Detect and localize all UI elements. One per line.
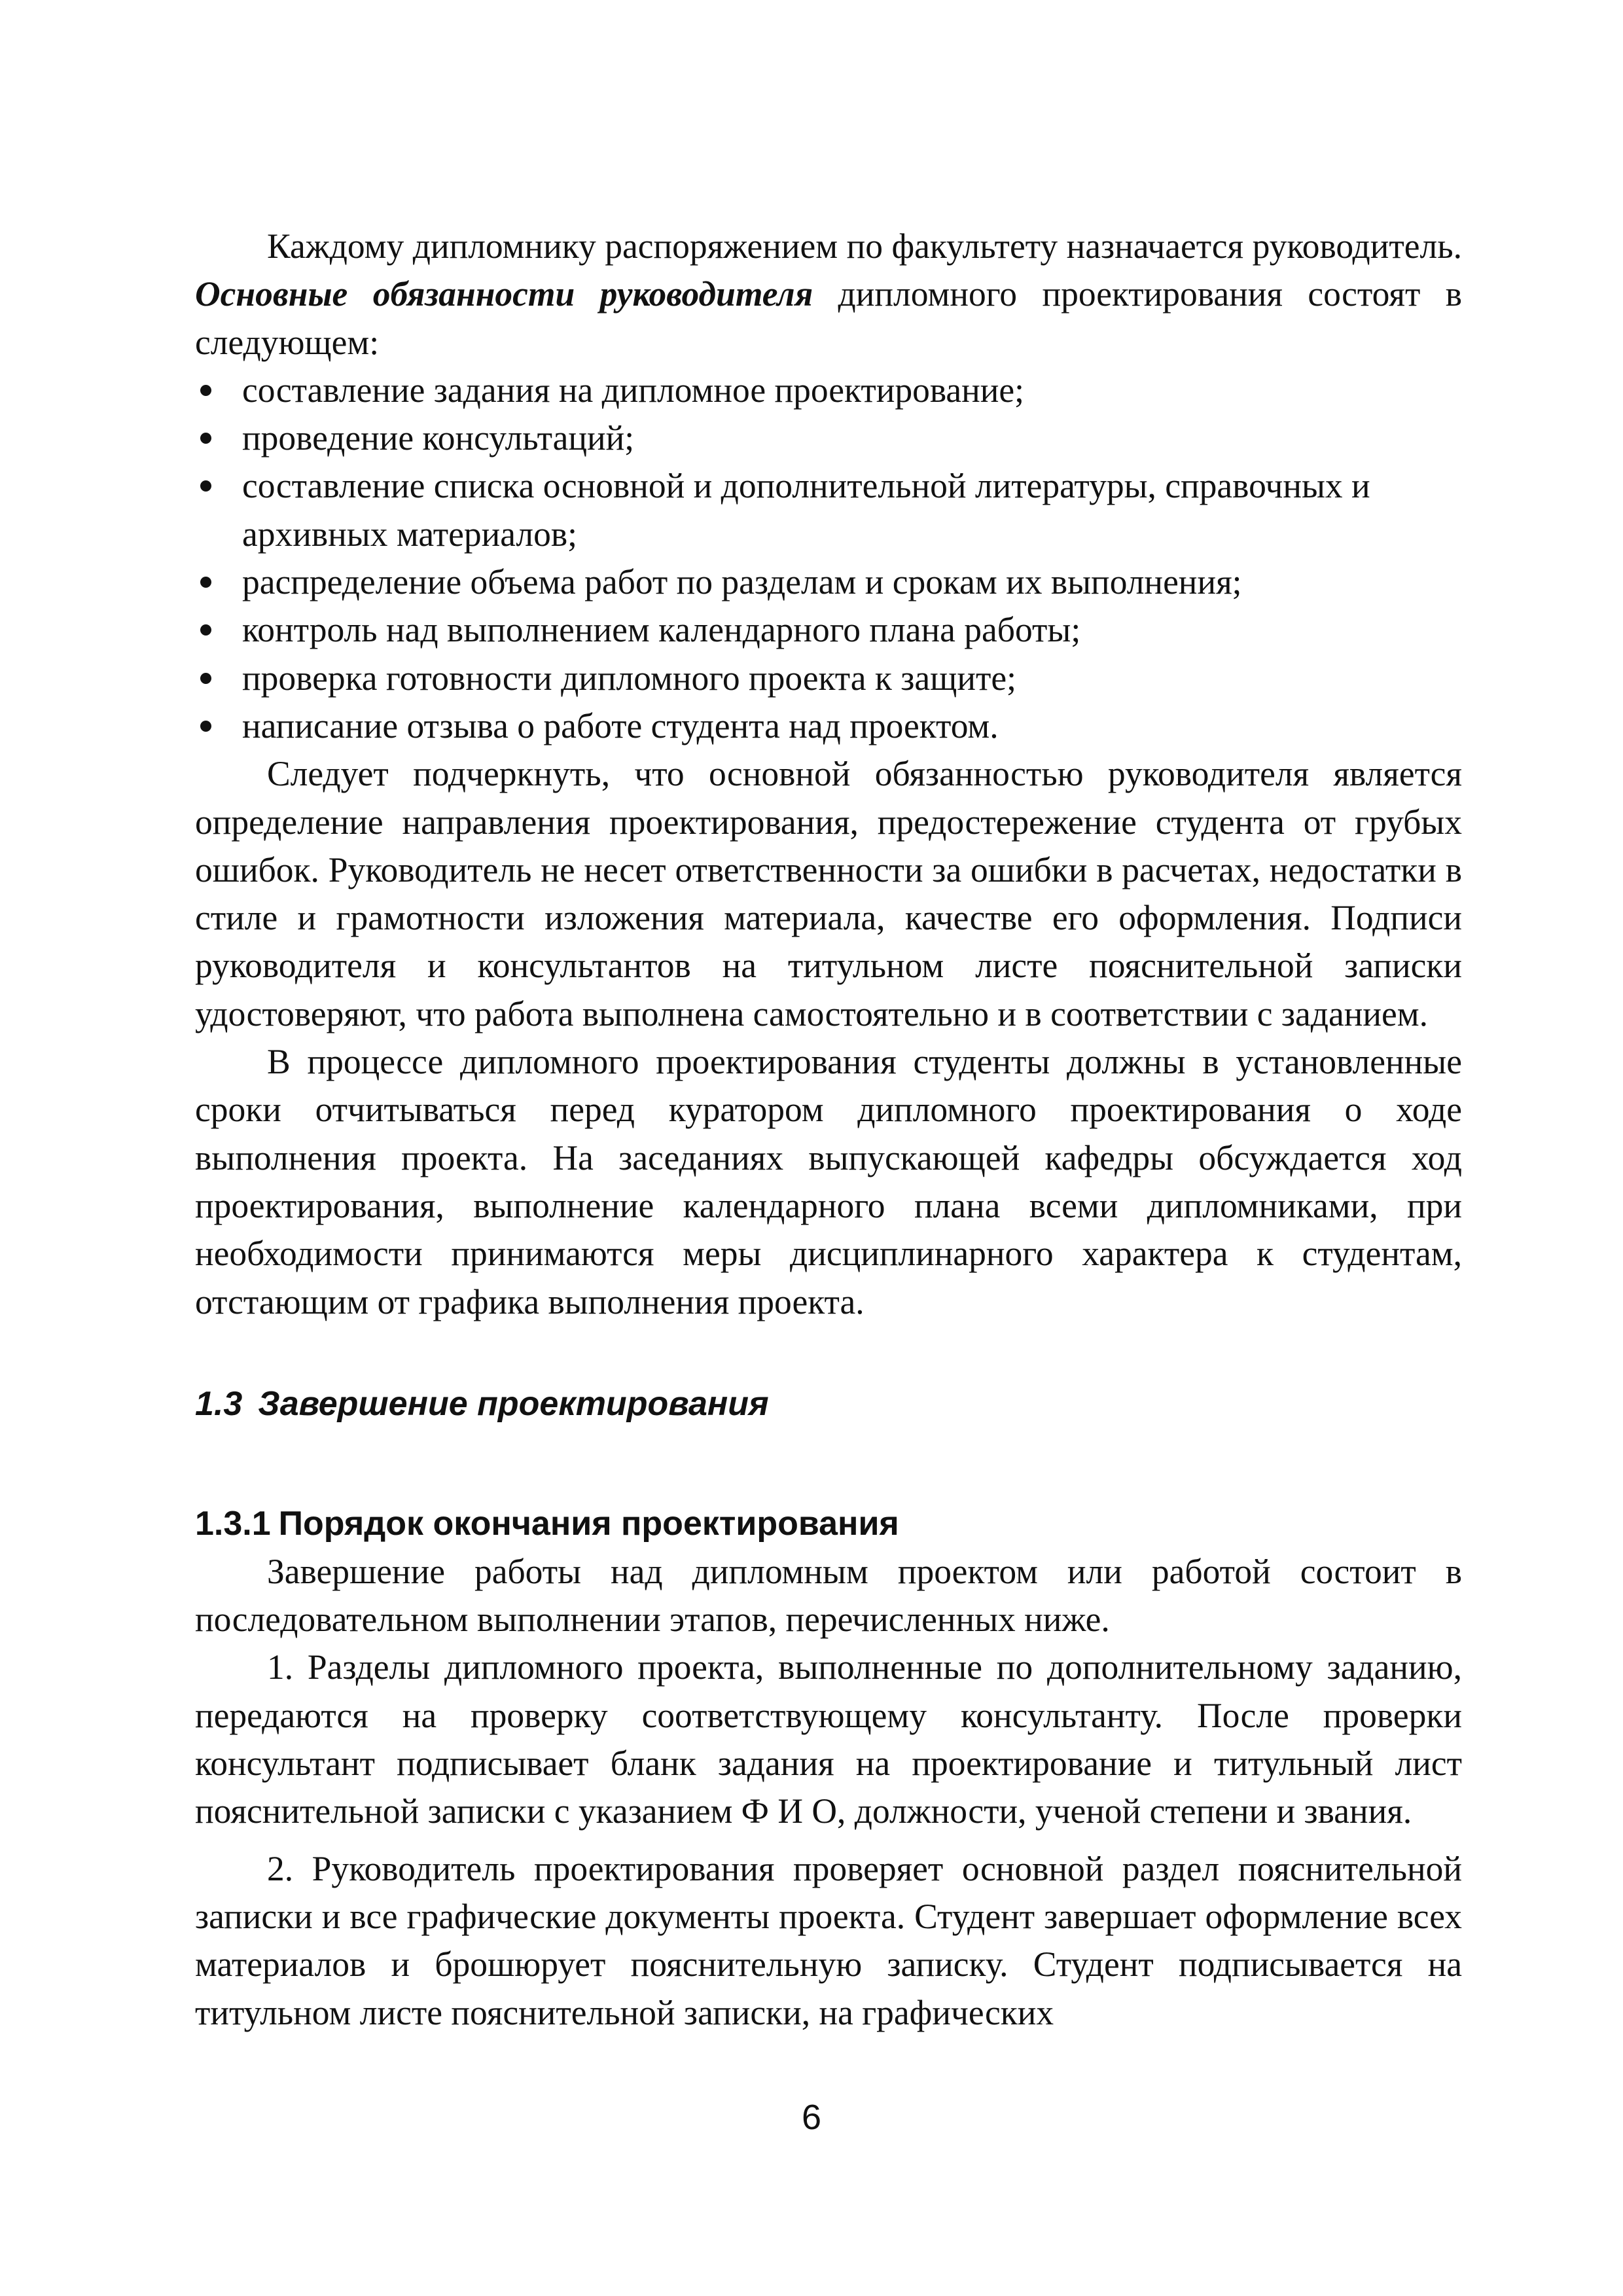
list-item-text: контроль над выполнением календарного плана работы; — [242, 610, 1081, 650]
bullet-icon — [200, 480, 211, 492]
section-heading — [195, 1380, 1462, 1428]
intro-lead: Каждому дипломнику распоряжением по факультету назначается руководитель. — [267, 226, 1462, 266]
list-item-text: составление задания на дипломное проектирование; — [242, 370, 1024, 410]
bullet-icon — [200, 577, 211, 588]
subsection-heading — [195, 1500, 1462, 1548]
bullet-icon — [200, 673, 211, 684]
list-item-text: написание отзыва о работе студента над проектом. — [242, 706, 999, 745]
bullet-icon — [200, 624, 211, 636]
subsection-number: 1.3.1 — [195, 1504, 271, 1543]
list-item-text: распределение объема работ по разделам и срокам их выполнения; — [242, 562, 1242, 602]
list-item — [195, 655, 1462, 702]
bullet-icon — [200, 433, 211, 444]
list-item — [195, 414, 1462, 462]
subsection-title: Порядок окончания проектирования — [278, 1504, 899, 1543]
page-number: 6 — [801, 2098, 822, 2137]
list-item — [195, 558, 1462, 606]
duties-list — [195, 367, 1462, 750]
section-number: 1.3 — [195, 1384, 243, 1423]
list-item — [195, 462, 1462, 558]
page-content — [195, 223, 1462, 2037]
step-1-paragraph: 1. Разделы дипломного проекта, выполненные по дополнительному заданию, передаются на проверку соответствующему консультанту. После проверки консультант подписывает бланк задания на проектирование и титульный лист пояснительной записки с указанием Ф И О, должности, ученой степени и звания. — [195, 1647, 1462, 1831]
intro-emphasis: Основные обязанности руководителя — [195, 274, 813, 314]
list-item-text: проведение консультаций; — [242, 418, 635, 458]
list-item-text: проверка готовности дипломного проекта к защите; — [242, 658, 1016, 698]
intro-tail: дипломного проектирования состоят в следующем: — [195, 274, 1462, 362]
bullet-icon — [200, 721, 211, 732]
intro-paragraph — [195, 223, 1462, 367]
list-item — [195, 367, 1462, 414]
emphasis-paragraph: Следует подчеркнуть, что основной обязанностью руководителя является определение направления проектирования, предостережение студента от грубых ошибок. Руководитель не несет ответственности за ошибки в расчетах, недостатки в стиле и грамотности изложения материала, качестве его оформления. Подписи руководителя и консультантов на титульном листе пояснительной записки удостоверяют, что работа выполнена самостоятельно и в соответствии с заданием. — [195, 754, 1462, 1033]
bullet-icon — [200, 385, 211, 396]
list-item — [195, 606, 1462, 654]
step-2-paragraph: 2. Руководитель проектирования проверяет основной раздел пояснительной записки и все графические документы проекта. Студент завершает оформление всех материалов и брошюрует пояснительную записку. Студент подписывается на титульном листе пояснительной записки, на графических — [195, 1848, 1462, 2032]
process-paragraph: В процессе дипломного проектирования студенты должны в установленные сроки отчитываться перед куратором дипломного проектирования о ходе выполнения проекта. На заседаниях выпускающей кафедры обсуждается ход проектирования, выполнение календарного плана всеми дипломниками, при необходимости принимаются меры дисциплинарного характера к студентам, отстающим от графика выполнения проекта. — [195, 1042, 1462, 1321]
section-title: Завершение проектирования — [258, 1384, 769, 1423]
list-item — [195, 702, 1462, 750]
subsection-intro: Завершение работы над дипломным проектом или работой состоит в последовательном выполнении этапов, перечисленных ниже. — [195, 1551, 1462, 1640]
list-item-text: составление списка основной и дополнительной литературы, справочных и архивных материалов; — [242, 466, 1370, 554]
